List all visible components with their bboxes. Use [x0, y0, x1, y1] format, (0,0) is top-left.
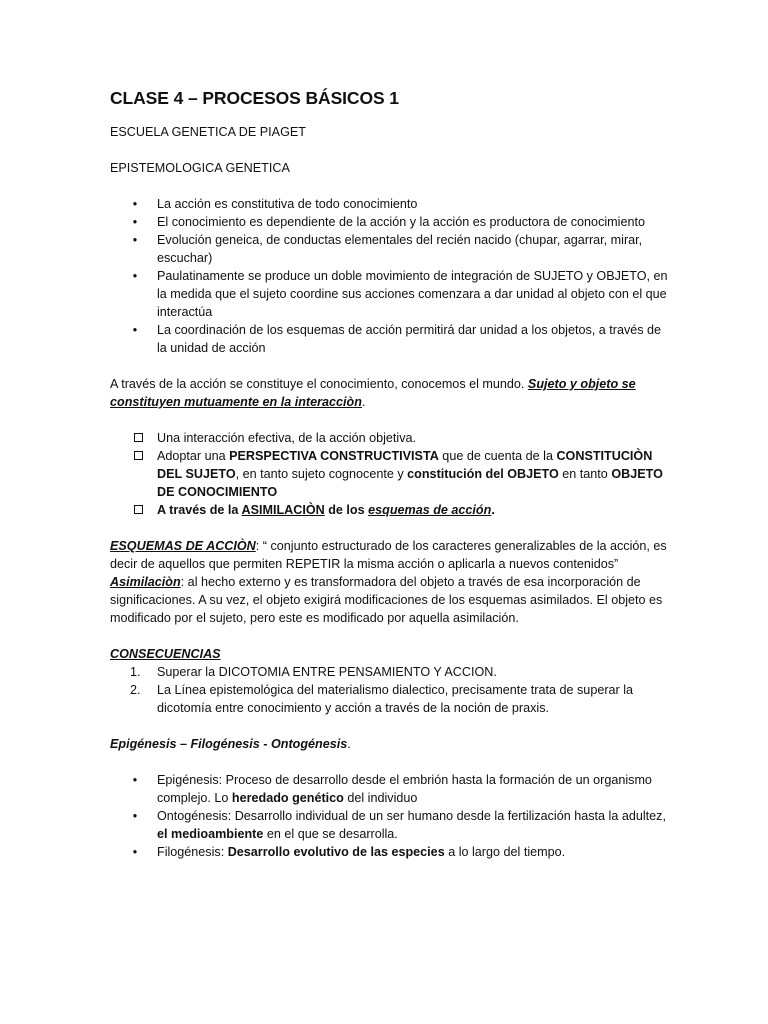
bullet-icon: • — [132, 773, 138, 787]
list-item: Adoptar una PERSPECTIVA CONSTRUCTIVISTA que de cuenta de la CONSTITUCIÒN DEL SUJETO, en tanto sujeto cognocente y constitución del OBJETO en tanto OBJETO DE CONOCIMIENTO — [110, 447, 668, 501]
list-item: • La coordinación de los esquemas de acción permitirá dar unidad a los objetos, a través de la unidad de acción — [110, 321, 668, 357]
list-item: 1. Superar la DICOTOMIA ENTRE PENSAMIENTO Y ACCION. — [130, 665, 497, 679]
checkbox-square-icon — [134, 433, 143, 442]
principles-list — [110, 195, 668, 357]
checkbox-list — [110, 429, 668, 519]
list-item: • Epigénesis: Proceso de desarrollo desde el embrión hasta la formación de un organismo complejo. Lo heredado genético del individuo — [110, 771, 668, 807]
epistemologia-heading: EPISTEMOLOGICA GENETICA — [110, 161, 290, 175]
emphasis-text: Sujeto y objeto se constituyen mutuamente en la interacciòn — [110, 377, 636, 409]
accion-paragraph: A través de la acción se constituye el conocimiento, conocemos el mundo. Sujeto y objeto se constituyen mutuamente en la interacciòn. — [110, 377, 636, 409]
page-title: CLASE 4 – PROCESOS BÁSICOS 1 — [110, 88, 399, 108]
list-item: 2. La Línea epistemológica del materialismo dialectico, precisamente trata de superar la dicotomía entre conocimiento y acción a través de la noción de praxis. — [130, 683, 634, 715]
list-item: • La acción es constitutiva de todo conocimiento — [110, 195, 668, 213]
checkbox-square-icon — [134, 451, 143, 460]
checkbox-square-icon — [134, 505, 143, 514]
bullet-icon: • — [132, 215, 138, 229]
esquemas-term: ESQUEMAS DE ACCIÒN — [110, 539, 256, 553]
bullet-icon: • — [132, 809, 138, 823]
list-item: • El conocimiento es dependiente de la acción y la acción es productora de conocimiento — [110, 213, 668, 231]
list-item: • Paulatinamente se produce un doble movimiento de integración de SUJETO y OBJETO, en la medida que el sujeto coordine sus acciones comenzara a dar unidad al objeto con el que interactúa — [110, 267, 668, 321]
bullet-icon: • — [132, 323, 138, 337]
consecuencias-heading: CONSECUENCIAS — [110, 647, 221, 661]
list-item: • Evolución geneica, de conductas elementales del recién nacido (chupar, agarrar, mirar, escuchar) — [110, 231, 668, 267]
genesis-list — [110, 771, 668, 861]
list-item: A través de la ASIMILACIÒN de los esquemas de acción. — [110, 501, 668, 519]
bullet-icon: • — [132, 269, 138, 283]
genesis-heading: Epigénesis – Filogénesis - Ontogénesis. — [110, 737, 351, 751]
asimilacion-definition: Asimilaciòn: al hecho externo y es transformadora del objeto a través de esa incorporación de significaciones. A su vez, el objeto exigirá modificaciones de los esquemas asimilados. El objeto es modificado por el sujeto, pero este es modificado por aquella asimilación. — [110, 575, 663, 625]
bullet-icon: • — [132, 845, 138, 859]
bullet-icon: • — [132, 233, 138, 247]
asimilacion-term: Asimilaciòn — [110, 575, 181, 589]
list-item: • Ontogénesis: Desarrollo individual de un ser humano desde la fertilización hasta la adultez, el medioambiente en el que se desarrolla. — [110, 807, 668, 843]
bullet-icon: • — [132, 197, 138, 211]
list-item: • Filogénesis: Desarrollo evolutivo de las especies a lo largo del tiempo. — [110, 843, 668, 861]
consecuencias-list — [110, 663, 668, 717]
escuela-heading: ESCUELA GENETICA DE PIAGET — [110, 125, 306, 139]
esquemas-definition: ESQUEMAS DE ACCIÒN: “ conjunto estructurado de los caracteres generalizables de la acción, es decir de aquellos que permiten REPETIR la misma acción o aplicarla a nuevos contenidos” — [110, 539, 667, 571]
list-item: Una interacción efectiva, de la acción objetiva. — [110, 429, 668, 447]
